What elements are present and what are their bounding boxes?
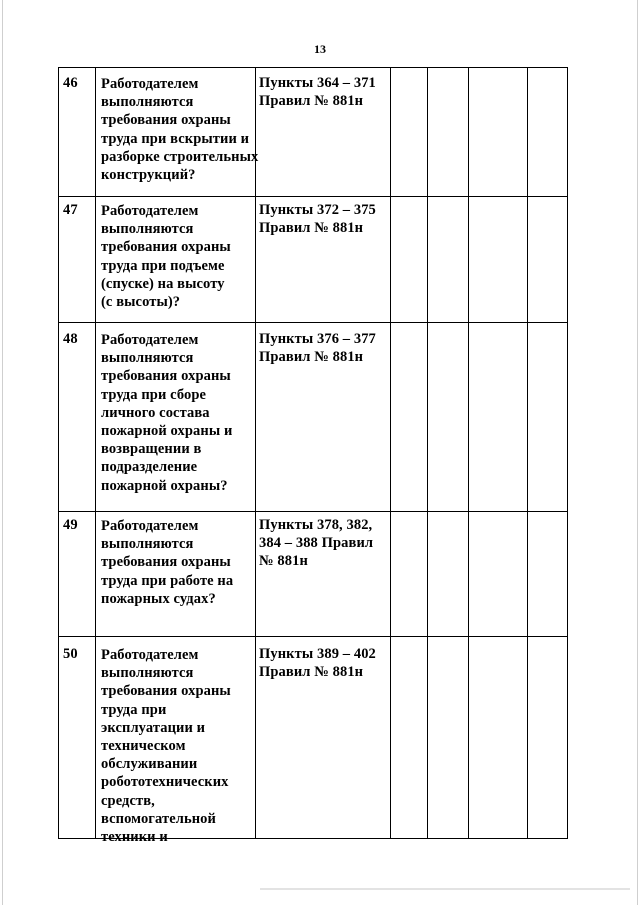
scan-artifact: [260, 888, 630, 890]
page-edge-left: [2, 0, 3, 905]
row-divider: [59, 322, 567, 323]
reference-text: Пункты 364 – 371 Правил № 881н: [259, 75, 376, 110]
row-number: 48: [63, 331, 78, 347]
column-divider: [390, 68, 391, 838]
page-number: 13: [314, 42, 326, 56]
requirement-text: Работодателем выполняются требования охраны труда при вскрытии и разборке строительных конструкций?: [101, 76, 259, 184]
row-number: 49: [63, 517, 78, 533]
reference-text: Пункты 372 – 375 Правил № 881н: [259, 202, 376, 237]
requirement-text: Работодателем выполняются требования охраны труда при эксплуатации и техническом обслуживании робототехнических средств, вспомогательной техники и: [101, 647, 231, 846]
row-number: 46: [63, 75, 78, 91]
row-divider: [59, 511, 567, 512]
row-number: 50: [63, 646, 78, 662]
reference-text: Пункты 378, 382, 384 – 388 Правил № 881н: [259, 517, 374, 570]
requirement-text: Работодателем выполняются требования охраны труда при сборе личного состава пожарной охраны и возвращении в подразделение пожарной охраны?: [101, 332, 233, 494]
row-divider: [59, 636, 567, 637]
row-divider: [59, 196, 567, 197]
checklist-table: [58, 67, 568, 846]
column-divider: [527, 68, 528, 838]
requirement-text: Работодателем выполняются требования охраны труда при работе на пожарных судах?: [101, 518, 234, 607]
requirement-text: Работодателем выполняются требования охраны труда при подъеме (спуске) на высоту (с высоты)?: [101, 203, 231, 311]
column-divider: [427, 68, 428, 838]
row-number: 47: [63, 202, 78, 218]
column-divider: [468, 68, 469, 838]
reference-text: Пункты 389 – 402 Правил № 881н: [259, 646, 376, 681]
column-divider: [95, 68, 96, 838]
reference-text: Пункты 376 – 377 Правил № 881н: [259, 331, 376, 366]
page-edge-right: [637, 0, 638, 905]
